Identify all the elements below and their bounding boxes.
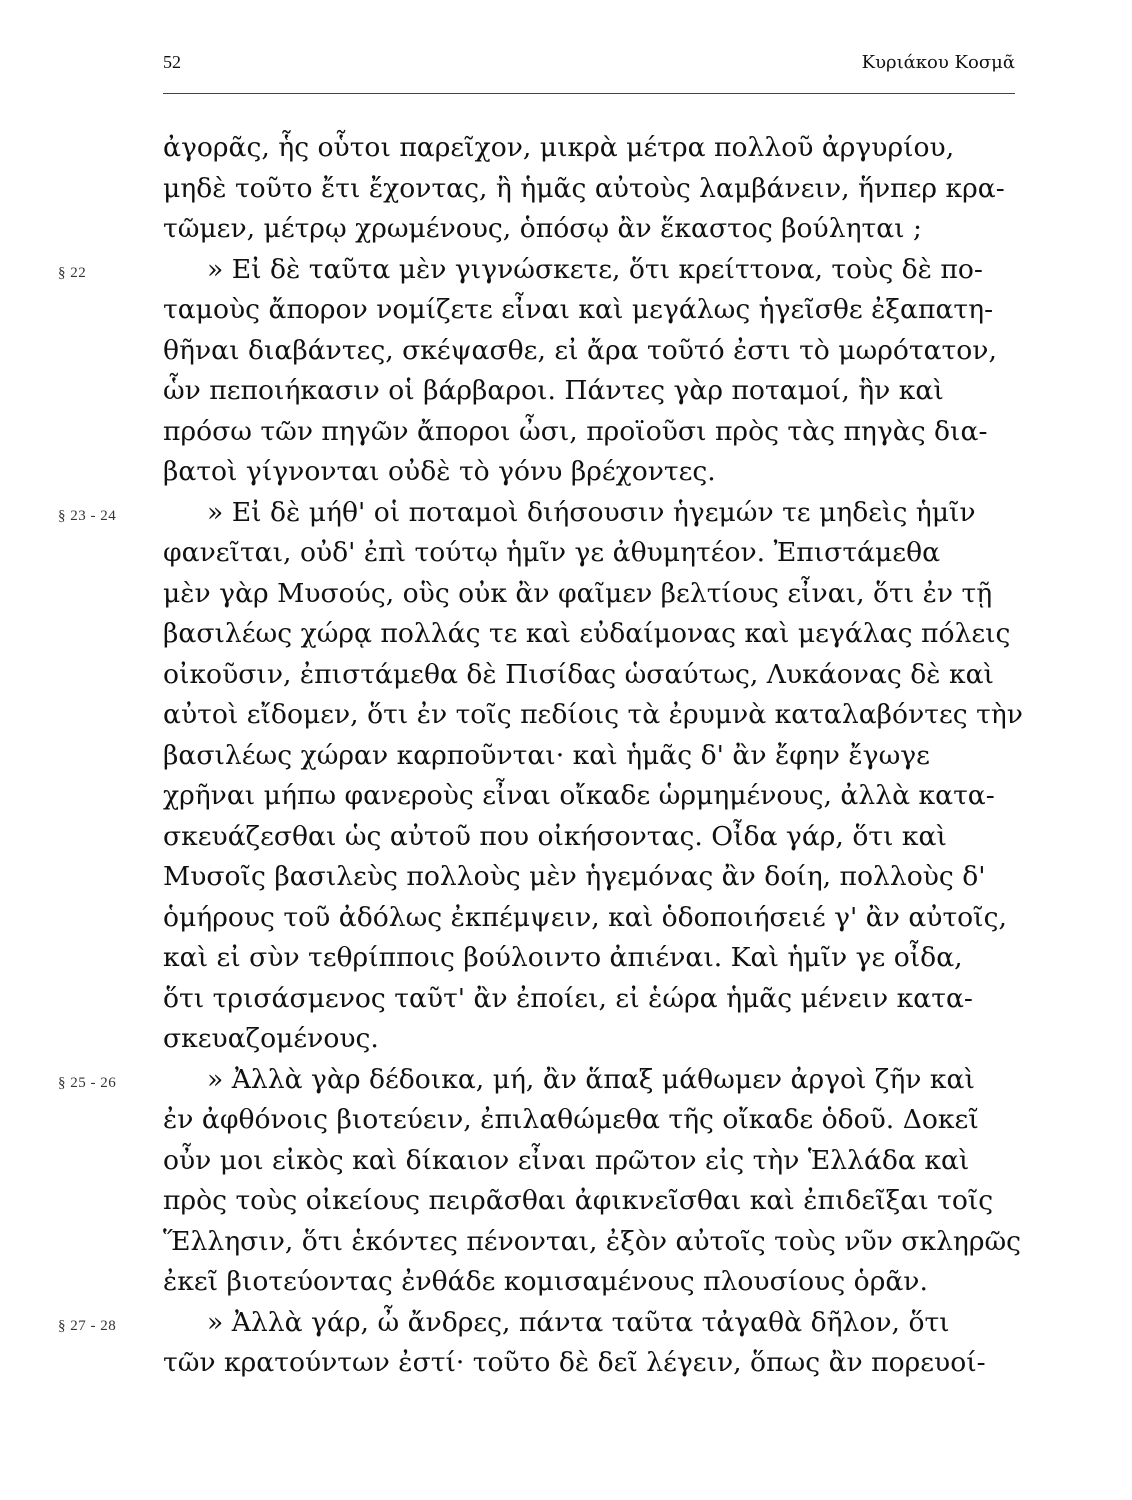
line-text: σκευαζομένους. [163,1023,379,1054]
running-head: Κυριάκου Κοσμᾶ [861,52,1015,73]
line-text: ὧν πεποιήκασιν οἱ βάρβαροι. Πάντες γὰρ ποταμοί, ἣν καὶ [163,375,944,406]
line-text: οὖν μοι εἰκὸς καὶ δίκαιον εἶναι πρῶτον εἰς τὴν Ἑλλάδα καὶ [163,1144,970,1176]
line-text: ἀγορᾶς, ἧς οὗτοι παρεῖχον, μικρὰ μέτρα πολλοῦ ἀργυρίου, [163,132,955,163]
line-text: χρῆναι μήπω φανεροὺς εἶναι οἴκαδε ὡρμημένους, ἀλλὰ κατα- [163,780,995,811]
line-text: ὁμήρους τοῦ ἀδόλως ἐκπέμψειν, καὶ ὁδοποιήσειέ γ' ἂν αὐτοῖς, [163,901,1007,933]
text-line [163,128,1023,169]
line-text: » Ἀλλὰ γάρ, ὦ ἄνδρες, πάντα ταῦτα τἀγαθὰ δῆλον, ὅτι [207,1306,950,1338]
line-text: ταμοὺς ἄπορον νομίζετε εἶναι καὶ μεγάλως ἡγεῖσθε ἐξαπατη- [163,294,994,325]
line-text: βασιλέως χώρᾳ πολλάς τε καὶ εὐδαίμονας καὶ μεγάλας πόλεις [163,618,1011,649]
section-marker: § 27 - 28 [58,1317,117,1334]
text-line [163,695,1023,736]
text-line [163,412,1023,453]
text-line [163,1222,1023,1263]
text-line [58,1060,1023,1101]
line-text: πρόσω τῶν πηγῶν ἄποροι ὦσι, προϊοῦσι πρὸς τὰς πηγὰς δια- [163,415,988,447]
page-number: 52 [163,52,181,72]
line-text: πρὸς τοὺς οἰκείους πειρᾶσθαι ἀφικνεῖσθαι καὶ ἐπιδεῖξαι τοῖς [163,1185,994,1216]
text-line [163,1343,1023,1384]
line-text: Μυσοῖς βασιλεὺς πολλοὺς μὲν ἡγεμόνας ἂν δοίη, πολλοὺς δ' [163,861,986,892]
text-line [58,250,1023,291]
section-marker: § 22 [58,264,87,281]
page-header [163,52,1015,88]
line-text: τῶμεν, μέτρῳ χρωμένους, ὁπόσῳ ἂν ἕκαστος βούληται ; [163,213,923,244]
text-line [163,817,1023,858]
text-line [163,898,1023,939]
line-text: ἐν ἀφθόνοις βιοτεύειν, ἐπιλαθώμεθα τῆς οἴκαδε ὁδοῦ. Δοκεῖ [163,1104,979,1135]
section-marker: § 25 - 26 [58,1074,117,1091]
line-text: θῆναι διαβάντες, σκέψασθε, εἰ ἄρα τοῦτό ἐστι τὸ μωρότατον, [163,334,997,366]
text-line [163,736,1023,777]
text-line [163,1262,1023,1303]
text-line [58,493,1023,534]
text-line [163,655,1023,696]
line-text: καὶ εἰ σὺν τεθρίπποις βούλοιντο ἀπιέναι. Καὶ ἡμῖν γε οἶδα, [163,942,963,973]
line-text: οἰκοῦσιν, ἐπιστάμεθα δὲ Πισίδας ὡσαύτως, Λυκάονας δὲ καὶ [163,658,994,690]
line-text: φανεῖται, οὐδ' ἐπὶ τούτῳ ἡμῖν γε ἀθυμητέον. Ἐπιστάμεθα [163,537,941,568]
line-text: Ἕλλησιν, ὅτι ἑκόντες πένονται, ἐξὸν αὐτοῖς τοὺς νῦν σκληρῶς [163,1225,1022,1257]
text-line [163,331,1023,372]
line-text: τῶν κρατούντων ἐστί· τοῦτο δὲ δεῖ λέγειν, ὅπως ἂν πορευοί- [163,1347,986,1378]
text-line [163,371,1023,412]
line-text: ὅτι τρισάσμενος ταῦτ' ἂν ἐποίει, εἰ ἑώρα ἡμᾶς μένειν κατα- [163,982,973,1014]
text-line [163,533,1023,574]
text-line [163,1141,1023,1182]
line-text: βατοὶ γίγνονται οὐδὲ τὸ γόνυ βρέχοντες. [163,456,716,487]
text-line [58,1303,1023,1344]
text-line [163,979,1023,1020]
line-text: » Εἰ δὲ ταῦτα μὲν γιγνώσκετε, ὅτι κρείττονα, τοὺς δὲ πο- [207,253,983,285]
text-line [163,209,1023,250]
body-text [58,128,1023,1384]
text-line [163,1181,1023,1222]
line-text: αὐτοὶ εἴδομεν, ὅτι ἐν τοῖς πεδίοις τὰ ἐρυμνὰ καταλαβόντες τὴν [163,699,1023,730]
text-line [163,574,1023,615]
text-line [163,857,1023,898]
text-line [163,1019,1023,1060]
text-line [163,1100,1023,1141]
text-line [163,290,1023,331]
line-text: μὲν γὰρ Μυσούς, οὓς οὐκ ἂν φαῖμεν βελτίους εἶναι, ὅτι ἐν τῇ [163,577,993,609]
line-text: » Εἰ δὲ μήθ' οἱ ποταμοὶ διήσουσιν ἡγεμών τε μηδεὶς ἡμῖν [207,496,976,528]
text-line [163,169,1023,210]
text-line [163,938,1023,979]
text-line [163,452,1023,493]
line-text: μηδὲ τοῦτο ἔτι ἔχοντας, ἢ ἡμᾶς αὐτοὺς λαμβάνειν, ἥνπερ κρα- [163,172,1005,204]
line-text: βασιλέως χώραν καρποῦνται· καὶ ἡμᾶς δ' ἂν ἔφην ἔγωγε [163,739,930,771]
line-text: σκευάζεσθαι ὡς αὐτοῦ που οἰκήσοντας. Οἶδα γάρ, ὅτι καὶ [163,820,947,852]
line-text: » Ἀλλὰ γὰρ δέδοικα, μή, ἂν ἅπαξ μάθωμεν ἀργοὶ ζῆν καὶ [207,1063,975,1095]
text-line [163,614,1023,655]
text-line [163,776,1023,817]
header-rule [163,93,1015,94]
section-marker: § 23 - 24 [58,507,117,524]
line-text: ἐκεῖ βιοτεύοντας ἐνθάδε κομισαμένους πλουσίους ὁρᾶν. [163,1266,928,1297]
